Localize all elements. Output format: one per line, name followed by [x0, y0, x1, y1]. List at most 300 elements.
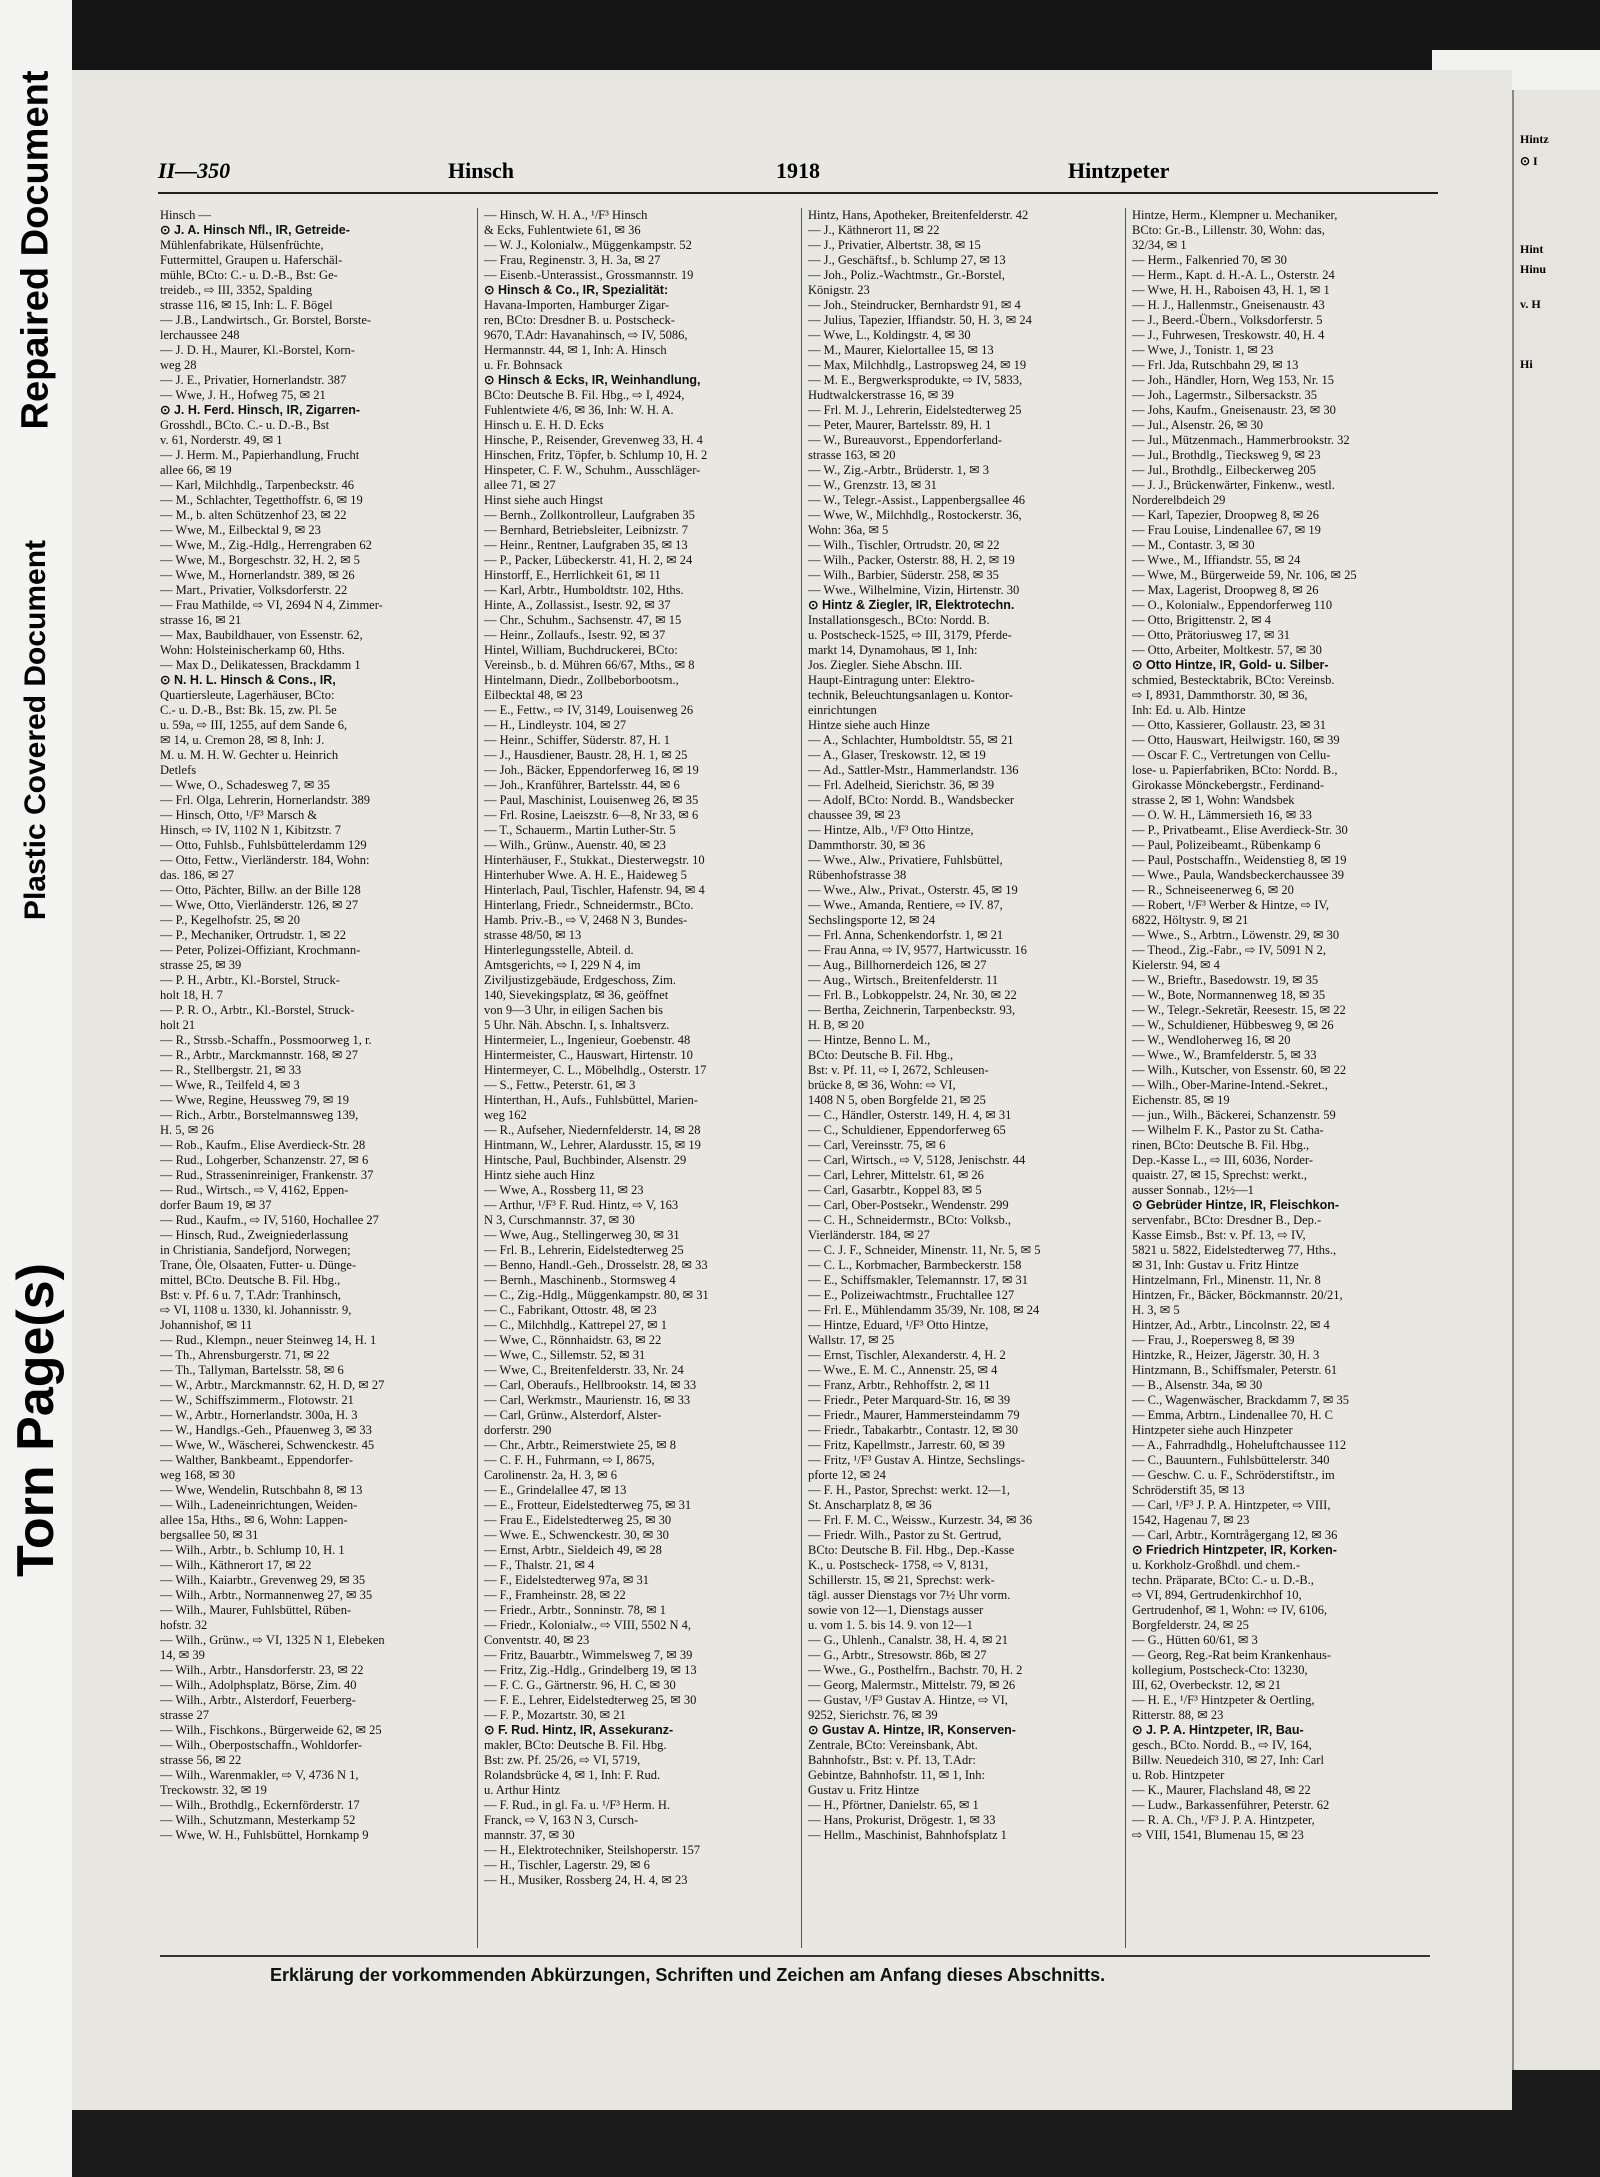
directory-entry: ⇨ VIII, 1541, Blumenau 15, ✉ 23 [1132, 1828, 1304, 1842]
directory-entry: Borgfelderstr. 24, ✉ 25 [1132, 1618, 1249, 1632]
directory-entry: — Chr., Schuhm., Sachsenstr. 47, ✉ 15 [484, 613, 682, 627]
directory-entry: — Frau E., Eidelstedterweg 25, ✉ 30 [484, 1513, 672, 1527]
directory-entry: — Wilh., Brothdlg., Eckernförderstr. 17 [160, 1798, 360, 1812]
directory-entry: von 9—3 Uhr, in eiligen Sachen bis [484, 1003, 663, 1017]
directory-entry: — H., Lindleystr. 104, ✉ 27 [484, 718, 627, 732]
directory-entry: Hintzer, Ad., Arbtr., Lincolnstr. 22, ✉ 4 [1132, 1318, 1330, 1332]
directory-entry: — A., Glaser, Treskowstr. 12, ✉ 19 [808, 748, 986, 762]
directory-entry: — F. E., Lehrer, Eidelstedterweg 25, ✉ 30 [484, 1693, 697, 1707]
directory-entry: — Karl, Arbtr., Humboldtstr. 102, Hths. [484, 583, 684, 597]
directory-entry: brücke 8, ✉ 36, Wohn: ⇨ VI, [808, 1078, 956, 1092]
directory-entry: — Hans, Prokurist, Drögestr. 1, ✉ 33 [808, 1813, 996, 1827]
directory-entry: Bahnhofstr., Bst: v. Pf. 13, T.Adr: [808, 1753, 976, 1767]
directory-entry: — Franz, Arbtr., Rehhoffstr. 2, ✉ 11 [808, 1378, 991, 1392]
directory-entry: — F. H., Pastor, Sprechst: werkt. 12—1, [808, 1483, 1010, 1497]
directory-entry: — Otto, Fettw., Vierländerstr. 184, Wohn: [160, 853, 370, 867]
directory-entry: — Robert, ¹/F³ Werber & Hintze, ⇨ IV, [1132, 898, 1330, 912]
directory-entry: — Otto, Fuhlsb., Fuhlsbüttelerdamm 129 [160, 838, 367, 852]
directory-entry: holt 18, H. 7 [160, 988, 223, 1002]
directory-entry: — Wwe., Wilhelmine, Vizin, Hirtenstr. 30 [808, 583, 1020, 597]
directory-entry: Hintzen, Fr., Bäcker, Böckmannstr. 20/21, [1132, 1288, 1343, 1302]
directory-entry: — Carl, Vereinsstr. 75, ✉ 6 [808, 1138, 946, 1152]
footer-rule [160, 1955, 1430, 1957]
directory-entry: — Carl, Lehrer, Mittelstr. 61, ✉ 26 [808, 1168, 984, 1182]
directory-entry: Hintmann, W., Lehrer, Alardusstr. 15, ✉ 19 [484, 1138, 701, 1152]
directory-entry: — W., Schiffszimmerm., Flotowstr. 21 [160, 1393, 354, 1407]
directory-entry: — C., Schuldiener, Eppendorferweg 65 [808, 1123, 1006, 1137]
directory-entry: — W., Zig.-Arbtr., Brüderstr. 1, ✉ 3 [808, 463, 989, 477]
directory-entry: — Rob., Kaufm., Elise Averdieck-Str. 28 [160, 1138, 366, 1152]
directory-entry: — Fritz, Zig.-Hdlg., Grindelberg 19, ✉ 13 [484, 1663, 697, 1677]
directory-entry: strasse 56, ✉ 22 [160, 1753, 242, 1767]
directory-entry: H. 3, ✉ 5 [1132, 1303, 1180, 1317]
directory-entry: — Wwe. E., Schwenckestr. 30, ✉ 30 [484, 1528, 669, 1542]
directory-entry: — W., Telegr.-Assist., Lappenbergsallee 46 [808, 493, 1026, 507]
directory-entry: — Wilh., Käthnerort 17, ✉ 22 [160, 1558, 312, 1572]
directory-entry: 1542, Hagenau 7, ✉ 23 [1132, 1513, 1250, 1527]
directory-entry: treideb., ⇨ III, 3352, Spalding [160, 283, 313, 297]
directory-entry: Hinterlang, Friedr., Schneidermstr., BCto. [484, 898, 694, 912]
directory-entry: — Carl, ¹/F³ J. P. A. Hintzpeter, ⇨ VIII, [1132, 1498, 1331, 1512]
directory-entry: — F., Thalstr. 21, ✉ 4 [484, 1558, 595, 1572]
directory-entry: & Ecks, Fuhlentwiete 61, ✉ 36 [484, 223, 641, 237]
directory-entry: — Wwe, M., Eilbecktal 9, ✉ 23 [160, 523, 321, 537]
directory-entry: dorfer Baum 19, ✉ 37 [160, 1198, 272, 1212]
directory-entry: Jos. Ziegler. Siehe Abschn. III. [808, 658, 963, 672]
directory-entry: — Georg, Reg.-Rat beim Krankenhaus- [1132, 1648, 1332, 1662]
directory-entry: — Max, Milchhdlg., Lastropsweg 24, ✉ 19 [808, 358, 1027, 372]
directory-entry: — jun., Wilh., Bäckerei, Schanzenstr. 59 [1132, 1108, 1336, 1122]
directory-entry: Hinsche, P., Reisender, Grevenweg 33, H. 4 [484, 433, 703, 447]
directory-entry: — M. E., Bergwerksprodukte, ⇨ IV, 5833, [808, 373, 1023, 387]
directory-entry: — H., Pförtner, Danielstr. 65, ✉ 1 [808, 1798, 979, 1812]
directory-entry: — O. W. H., Lämmersieth 16, ✉ 33 [1132, 808, 1312, 822]
directory-entry: Rolandsbrücke 4, ✉ 1, Inh: F. Rud. [484, 1768, 661, 1782]
directory-entry: — C. H., Schneidermstr., BCto: Volksb., [808, 1213, 1012, 1227]
directory-entry: M. u. M. H. W. Gechter u. Heinrich [160, 748, 339, 762]
directory-entry: — Rich., Arbtr., Borstelmannsweg 139, [160, 1108, 359, 1122]
directory-entry: — W., Telegr.-Sekretär, Reesestr. 15, ✉ 22 [1132, 1003, 1346, 1017]
directory-entry: — H., Musiker, Rossberg 24, H. 4, ✉ 23 [484, 1873, 688, 1887]
directory-entry: Girokasse Mönckebergstr., Ferdinand- [1132, 778, 1325, 792]
directory-entry: — R., Stellbergstr. 21, ✉ 33 [160, 1063, 302, 1077]
directory-entry: — Wwe, M., Hornerlandstr. 389, ✉ 26 [160, 568, 355, 582]
directory-entry: — Wilh., Ober-Marine-Intend.-Sekret., [1132, 1078, 1328, 1092]
directory-entry: — P., Kegelhofstr. 25, ✉ 20 [160, 913, 300, 927]
directory-entry: Hinsch u. E. H. D. Ecks [484, 418, 604, 432]
directory-entry: Bst: v. Pf. 11, ⇨ I, 2672, Schleusen- [808, 1063, 989, 1077]
directory-entry: Futtermittel, Graupen u. Haferschäl- [160, 253, 343, 267]
directory-entry: — H., Elektrotechniker, Steilshoperstr. 157 [484, 1843, 701, 1857]
directory-entry: — Walther, Bankbeamt., Eppendorfer- [160, 1453, 354, 1467]
directory-entry: — Joh., Steindrucker, Bernhardstr 91, ✉ 4 [808, 298, 1021, 312]
directory-entry: — Carl, Werkmstr., Maurienstr. 16, ✉ 33 [484, 1393, 691, 1407]
directory-entry: in Christiania, Sandefjord, Norwegen; [160, 1243, 351, 1257]
directory-entry: — Wilh., Kutscher, von Essenstr. 60, ✉ 22 [1132, 1063, 1347, 1077]
directory-entry: — Wwe, A., Rossberg 11, ✉ 23 [484, 1183, 644, 1197]
directory-entry: — Friedr., Kolonialw., ⇨ VIII, 5502 N 4, [484, 1618, 691, 1632]
directory-entry: H. 5, ✉ 26 [160, 1123, 214, 1137]
directory-entry: — M., Schlachter, Tegetthoffstr. 6, ✉ 19 [160, 493, 363, 507]
directory-entry: Hintzmann, B., Schiffsmaler, Peterstr. 61 [1132, 1363, 1338, 1377]
directory-entry: Mühlenfabrikate, Hülsenfrüchte, [160, 238, 324, 252]
directory-entry: — J. J., Brückenwärter, Finkenw., westl. [1132, 478, 1335, 492]
directory-entry: u. 59a, ⇨ III, 1255, auf dem Sande 6, [160, 718, 348, 732]
page-header [158, 158, 1170, 188]
directory-entry: — A., Schlachter, Humboldtstr. 55, ✉ 21 [808, 733, 1014, 747]
directory-entry: Hintermeier, L., Ingenieur, Goebenstr. 48 [484, 1033, 691, 1047]
directory-entry: — Frl. M. J., Lehrerin, Eidelstedterweg 25 [808, 403, 1022, 417]
directory-entry: Hamb. Priv.-B., ⇨ V, 2468 N 3, Bundes- [484, 913, 688, 927]
directory-entry: markt 14, Dynamohaus, ✉ 1, Inh: [808, 643, 978, 657]
facing-page-fragment: Hinu [1520, 262, 1547, 276]
directory-entry: — Hinsch, Rud., Zweigniederlassung [160, 1228, 349, 1242]
directory-entry: Kasse Eimsb., Bst: v. Pf. 13, ⇨ IV, [1132, 1228, 1306, 1242]
directory-entry: — Ernst, Arbtr., Sieldeich 49, ✉ 28 [484, 1543, 662, 1557]
directory-entry: — Heinr., Rentner, Laufgraben 35, ✉ 13 [484, 538, 688, 552]
directory-entry: allee 66, ✉ 19 [160, 463, 232, 477]
directory-entry: — Heinr., Zollaufs., Isestr. 92, ✉ 37 [484, 628, 666, 642]
directory-entry: — J. E., Privatier, Hornerlandstr. 387 [160, 373, 347, 387]
directory-entry: ⇨ VI, 894, Gertrudenkirchhof 10, [1132, 1588, 1302, 1602]
directory-entry: III, 62, Overbeckstr. 12, ✉ 21 [1132, 1678, 1281, 1692]
directory-entry: u. Postscheck-1525, ⇨ III, 3179, Pferde- [808, 628, 1012, 642]
directory-entry: hofstr. 32 [160, 1618, 208, 1632]
directory-entry: — Joh., Lagermstr., Silbersackstr. 35 [1132, 388, 1318, 402]
directory-entry: strasse 116, ✉ 15, Inh: L. F. Bögel [160, 298, 333, 312]
directory-entry: — Wwe, O., Schadesweg 7, ✉ 35 [160, 778, 330, 792]
header-rule [158, 192, 1438, 194]
directory-entry: 5 Uhr. Näh. Abschn. I, s. Inhaltsverz. [484, 1018, 670, 1032]
directory-entry: einrichtungen [808, 703, 877, 717]
directory-entry: — Frl. F. M. C., Weissw., Kurzestr. 34, ✉ 36 [808, 1513, 1033, 1527]
facing-page-fragment: v. H [1520, 297, 1541, 311]
directory-entry: 5821 u. 5822, Eidelstedterweg 77, Hths., [1132, 1243, 1337, 1257]
directory-entry: C.- u. D.-B., Bst: Bk. 15, zw. Pl. 5e [160, 703, 337, 717]
facing-page-fragment: Hi [1520, 357, 1533, 371]
column-4 [1132, 208, 1442, 1843]
directory-entry: mittel, BCto. Deutsche B. Fil. Hbg., [160, 1273, 341, 1287]
directory-entry: — Wilh., Packer, Osterstr. 88, H. 2, ✉ 19 [808, 553, 1015, 567]
directory-entry: — P., Mechaniker, Ortrudstr. 1, ✉ 22 [160, 928, 346, 942]
directory-entry: Installationsgesch., BCto: Nordd. B. [808, 613, 990, 627]
directory-entry: — Jul., Mützenmach., Hammerbrookstr. 32 [1132, 433, 1350, 447]
directory-entry: Quartiersleute, Lagerhäuser, BCto: [160, 688, 335, 702]
directory-entry: — Ludw., Barkassenführer, Peterstr. 62 [1132, 1798, 1330, 1812]
directory-entry: allee 15a, Hths., ✉ 6, Wohn: Lappen- [160, 1513, 348, 1527]
directory-entry: — Wilh., Fischkons., Bürgerweide 62, ✉ 25 [160, 1723, 382, 1737]
directory-entry: — J., Käthnerort 11, ✉ 22 [808, 223, 940, 237]
directory-entry: Detlefs [160, 763, 197, 777]
directory-entry: ausser Sonnab., 12½—1 [1132, 1183, 1254, 1197]
directory-entry: — Rud., Wirtsch., ⇨ V, 4162, Eppen- [160, 1183, 349, 1197]
directory-entry: mühle, BCto: C.- u. D.-B., Bst: Ge- [160, 268, 338, 282]
directory-entry: N 3, Curschmannstr. 37, ✉ 30 [484, 1213, 635, 1227]
directory-entry: — Hellm., Maschinist, Bahnhofsplatz 1 [808, 1828, 1007, 1842]
directory-entry: Norderelbdeich 29 [1132, 493, 1226, 507]
directory-entry: — Heinr., Schiffer, Süderstr. 87, H. 1 [484, 733, 671, 747]
directory-entry: — Karl, Milchhdlg., Tarpenbeckstr. 46 [160, 478, 354, 492]
directory-entry: — W., Bote, Normannenweg 18, ✉ 35 [1132, 988, 1326, 1002]
directory-entry: — Wwe, C., Rönnhaidstr. 63, ✉ 22 [484, 1333, 662, 1347]
directory-entry: — W. J., Kolonialw., Müggenkampstr. 52 [484, 238, 692, 252]
directory-entry: ⊙ Gustav A. Hintze, IR, Konserven- [808, 1723, 1016, 1737]
directory-entry: — Carl, Oberaufs., Hellbrookstr. 14, ✉ 33 [484, 1378, 697, 1392]
directory-entry: Hintzpeter siehe auch Hinzpeter [1132, 1423, 1293, 1437]
directory-entry: Hintermeyer, C. L., Möbelhdlg., Osterstr. 17 [484, 1063, 707, 1077]
directory-entry: Eilbecktal 48, ✉ 23 [484, 688, 583, 702]
facing-page-fragment: ⊙ I [1520, 154, 1538, 168]
directory-entry: — Fritz, Bauarbtr., Wimmelsweg 7, ✉ 39 [484, 1648, 693, 1662]
header-last-name: Hintzpeter [1068, 158, 1170, 183]
directory-entry: — Herm., Kapt. d. H.-A. L., Osterstr. 24 [1132, 268, 1335, 282]
directory-entry: — Mart., Privatier, Volksdorferstr. 22 [160, 583, 348, 597]
directory-entry: — W., Grenzstr. 13, ✉ 31 [808, 478, 937, 492]
directory-entry: — Frl. Jda, Rutschbahn 29, ✉ 13 [1132, 358, 1299, 372]
directory-entry: ⇨ VI, 1108 u. 1330, kl. Johannisstr. 9, [160, 1303, 352, 1317]
directory-entry: — Eisenb.-Unterassist., Grossmannstr. 19 [484, 268, 694, 282]
directory-entry: — Rud., Klempn., neuer Steinweg 14, H. 1 [160, 1333, 377, 1347]
directory-columns [160, 208, 1442, 1948]
directory-entry: Hinterlach, Paul, Tischler, Hafenstr. 94, ✉ 4 [484, 883, 705, 897]
directory-entry: — R., Schneiseenerweg 6, ✉ 20 [1132, 883, 1294, 897]
directory-entry: Eichenstr. 85, ✉ 19 [1132, 1093, 1230, 1107]
directory-entry: — J.B., Landwirtsch., Gr. Borstel, Borste- [160, 313, 372, 327]
directory-entry: — Carl, Ober-Postsekr., Wendenstr. 299 [808, 1198, 1009, 1212]
column-2 [484, 208, 794, 1888]
directory-entry: — C. F. H., Fuhrmann, ⇨ I, 8675, [484, 1453, 655, 1467]
directory-entry: u. vom 1. 5. bis 14. 9. von 12—1 [808, 1618, 973, 1632]
directory-entry: v. 61, Norderstr. 49, ✉ 1 [160, 433, 283, 447]
directory-entry: — Carl, Gasarbtr., Koppel 83, ✉ 5 [808, 1183, 982, 1197]
directory-entry: technik, Beleuchtungsanlagen u. Kontor- [808, 688, 1013, 702]
directory-entry: — Wwe, H. H., Raboisen 43, H. 1, ✉ 1 [1132, 283, 1330, 297]
directory-entry: — Paul, Maschinist, Louisenweg 26, ✉ 35 [484, 793, 699, 807]
directory-entry: — Wwe., E. M. C., Annenstr. 25, ✉ 4 [808, 1363, 998, 1377]
directory-entry: pforte 12, ✉ 24 [808, 1468, 886, 1482]
directory-entry: Hinterhuber Wwe. A. H. E., Haideweg 5 [484, 868, 687, 882]
directory-entry: — C., Zig.-Hdlg., Müggenkampstr. 80, ✉ 31 [484, 1288, 709, 1302]
directory-entry: — Wwe., Alw., Privatiere, Fuhlsbüttel, [808, 853, 1003, 867]
directory-entry: Dep.-Kasse L., ⇨ III, 6036, Norder- [1132, 1153, 1313, 1167]
directory-entry: ⊙ Hinsch & Co., IR, Spezialität: [484, 283, 669, 297]
directory-entry: BCto: Deutsche B. Fil. Hbg., Dep.-Kasse [808, 1543, 1015, 1557]
directory-entry: 9252, Sierichstr. 76, ✉ 39 [808, 1708, 938, 1722]
directory-entry: — Max, Lagerist, Droopweg 8, ✉ 26 [1132, 583, 1319, 597]
directory-entry: — Joh., Poliz.-Wachtmstr., Gr.-Borstel, [808, 268, 1005, 282]
directory-entry: 9670, T.Adr: Havanahinsch, ⇨ IV, 5086, [484, 328, 688, 342]
directory-entry: — Friedr., Peter Marquard-Str. 16, ✉ 39 [808, 1393, 1011, 1407]
directory-entry: H. B, ✉ 20 [808, 1018, 864, 1032]
directory-entry: Billw. Neuedeich 310, ✉ 27, Inh: Carl [1132, 1753, 1324, 1767]
directory-entry: — Wwe, M., Bürgerweide 59, Nr. 106, ✉ 25 [1132, 568, 1357, 582]
directory-entry: Conventstr. 40, ✉ 23 [484, 1633, 590, 1647]
directory-entry: Gustav u. Fritz Hintze [808, 1783, 920, 1797]
directory-entry: — Gustav, ¹/F³ Gustav A. Hintze, ⇨ VI, [808, 1693, 1008, 1707]
directory-entry: — C., Wagenwäscher, Brackdamm 7, ✉ 35 [1132, 1393, 1350, 1407]
directory-entry: Hintel, William, Buchdruckerei, BCto: [484, 643, 678, 657]
directory-entry: — Wwe, Regine, Heussweg 79, ✉ 19 [160, 1093, 350, 1107]
directory-entry: — Wwe, J., Tonistr. 1, ✉ 23 [1132, 343, 1274, 357]
directory-entry: — Hintze, Benno L. M., [808, 1033, 931, 1047]
directory-entry: — Friedr. Wilh., Pastor zu St. Gertrud, [808, 1528, 1002, 1542]
directory-entry: — Wilh., Arbtr., b. Schlump 10, H. 1 [160, 1543, 345, 1557]
directory-entry: — P. R. O., Arbtr., Kl.-Borstel, Struck- [160, 1003, 355, 1017]
directory-entry: — Frau Anna, ⇨ IV, 9577, Hartwicusstr. 16 [808, 943, 1027, 957]
directory-entry: — Otto, Brigittenstr. 2, ✉ 4 [1132, 613, 1271, 627]
directory-entry: kollegium, Postscheck-Cto: 13230, [1132, 1663, 1308, 1677]
directory-entry: — J. Herm. M., Papierhandlung, Frucht [160, 448, 360, 462]
directory-entry: — Adolf, BCto: Nordd. B., Wandsbecker [808, 793, 1015, 807]
directory-entry: weg 28 [160, 358, 197, 372]
directory-entry: — G., Hütten 60/61, ✉ 3 [1132, 1633, 1258, 1647]
directory-entry: — O., Kolonialw., Eppendorferweg 110 [1132, 598, 1333, 612]
directory-entry: Hintze, Herm., Klempner u. Mechaniker, [1132, 208, 1338, 222]
directory-entry: Rübenhofstrasse 38 [808, 868, 907, 882]
directory-entry: — Wwe, W., Wäscherei, Schwenckestr. 45 [160, 1438, 375, 1452]
directory-entry: ⊙ F. Rud. Hintz, IR, Assekuranz- [484, 1723, 674, 1737]
directory-entry: — Frl. B., Lehrerin, Eidelstedterweg 25 [484, 1243, 684, 1257]
directory-entry: ren, BCto: Dresdner B. u. Postscheck- [484, 313, 675, 327]
directory-entry: — Wwe., M., Iffiandstr. 55, ✉ 24 [1132, 553, 1301, 567]
directory-entry: Bst: v. Pf. 6 u. 7, T.Adr: Tranhinsch, [160, 1288, 342, 1302]
directory-entry: — Bernhard, Betriebsleiter, Leibnizstr. 7 [484, 523, 688, 537]
directory-entry: — Otto, Arbeiter, Moltkestr. 57, ✉ 30 [1132, 643, 1322, 657]
directory-entry: — Wilh., Maurer, Fuhlsbüttel, Rüben- [160, 1603, 352, 1617]
directory-entry: — Hintze, Eduard, ¹/F³ Otto Hintze, [808, 1318, 989, 1332]
directory-entry: holt 21 [160, 1018, 196, 1032]
directory-entry: — C., Händler, Osterstr. 149, H. 4, ✉ 31 [808, 1108, 1012, 1122]
label-torn-pages: Torn Page(s) [7, 1263, 65, 1577]
directory-entry: — Wilh., Schutzmann, Mesterkamp 52 [160, 1813, 356, 1827]
directory-entry: — C. L., Korbmacher, Barmbeckerstr. 158 [808, 1258, 1022, 1272]
directory-entry: Wohn: 36a, ✉ 5 [808, 523, 889, 537]
directory-entry: Hintermeister, C., Hauswart, Hirtenstr. 10 [484, 1048, 693, 1062]
directory-entry: weg 162 [484, 1108, 527, 1122]
directory-entry: chaussee 39, ✉ 23 [808, 808, 901, 822]
directory-entry: — P., Privatbeamt., Elise Averdieck-Str. 30 [1132, 823, 1348, 837]
directory-entry: — Ernst, Tischler, Alexanderstr. 4, H. 2 [808, 1348, 1006, 1362]
directory-entry: — H. E., ¹/F³ Hintzpeter & Oertling, [1132, 1693, 1315, 1707]
directory-entry: — Wilh., Arbtr., Normannenweg 27, ✉ 35 [160, 1588, 373, 1602]
directory-entry: — M., Contastr. 3, ✉ 30 [1132, 538, 1255, 552]
directory-entry: Sechslingsporte 12, ✉ 24 [808, 913, 936, 927]
directory-entry: Franck, ⇨ V, 163 N 3, Cursch- [484, 1813, 639, 1827]
directory-entry: — Frau, Reginenstr. 3, H. 3a, ✉ 27 [484, 253, 661, 267]
directory-entry: — R. A. Ch., ¹/F³ J. P. A. Hintzpeter, [1132, 1813, 1315, 1827]
directory-entry: Kielerstr. 94, ✉ 4 [1132, 958, 1220, 972]
directory-entry: Hinterthan, H., Aufs., Fuhlsbüttel, Marien- [484, 1093, 698, 1107]
directory-entry: — Herm., Falkenried 70, ✉ 30 [1132, 253, 1287, 267]
directory-entry: — Oscar F. C., Vertretungen von Cellu- [1132, 748, 1331, 762]
directory-entry: — Otto, Prätoriusweg 17, ✉ 31 [1132, 628, 1291, 642]
directory-entry: Johannishof, ✉ 11 [160, 1318, 253, 1332]
directory-entry: strasse 48/50, ✉ 13 [484, 928, 582, 942]
directory-entry: — Wwe, C., Sillemstr. 52, ✉ 31 [484, 1348, 646, 1362]
directory-entry: Schillerstr. 15, ✉ 21, Sprechst: werk- [808, 1573, 995, 1587]
directory-entry: — Frl. Anna, Schenkendorfstr. 1, ✉ 21 [808, 928, 1004, 942]
directory-entry: 14, ✉ 39 [160, 1648, 205, 1662]
directory-entry: — Arthur, ¹/F³ F. Rud. Hintz, ⇨ V, 163 [484, 1198, 679, 1212]
directory-entry: — Benno, Handl.-Geh., Drosselstr. 28, ✉ 33 [484, 1258, 708, 1272]
directory-entry: Gertrudenhof, ✉ 1, Wohn: ⇨ IV, 6106, [1132, 1603, 1328, 1617]
directory-entry: — Wilh., Kaiarbtr., Grevenweg 29, ✉ 35 [160, 1573, 366, 1587]
directory-entry: — R., Strssb.-Schaffn., Possmoorweg 1, r. [160, 1033, 372, 1047]
directory-entry: — Wwe, W. H., Fuhlsbüttel, Hornkamp 9 [160, 1828, 369, 1842]
directory-entry: Fuhlentwiete 4/6, ✉ 36, Inh: W. H. A. [484, 403, 674, 417]
directory-entry: strasse 16, ✉ 21 [160, 613, 242, 627]
directory-entry: BCto: Gr.-B., Lillenstr. 30, Wohn: das, [1132, 223, 1325, 237]
directory-entry: — Wwe, W., Milchhdlg., Rostockerstr. 36, [808, 508, 1022, 522]
directory-entry: — Hinsch, Otto, ¹/F³ Marsch & [160, 808, 318, 822]
directory-entry: — M., b. alten Schützenhof 23, ✉ 22 [160, 508, 347, 522]
directory-entry: — Bertha, Zeichnerin, Tarpenbeckstr. 93, [808, 1003, 1016, 1017]
directory-entry: ✉ 31, Inh: Gustav u. Fritz Hintze [1132, 1258, 1299, 1272]
directory-entry: — Rud., Strasseninreiniger, Frankenstr. 37 [160, 1168, 374, 1182]
directory-entry: — Wwe., Amanda, Rentiere, ⇨ IV. 87, [808, 898, 1003, 912]
directory-entry: Haupt-Eintragung unter: Elektro- [808, 673, 975, 687]
directory-entry: — Bernh., Maschinenb., Stormsweg 4 [484, 1273, 676, 1287]
directory-entry: — Wwe., G., Posthelfrn., Bachstr. 70, H. 2 [808, 1663, 1023, 1677]
directory-entry: Hinschen, Fritz, Töpfer, b. Schlump 10, H. 2 [484, 448, 708, 462]
directory-entry: — W., Handlgs.-Geh., Pfauenweg 3, ✉ 33 [160, 1423, 372, 1437]
directory-entry: — F. C. G., Gärtnerstr. 96, H. C, ✉ 30 [484, 1678, 676, 1692]
directory-entry: — Rud., Kaufm., ⇨ IV, 5160, Hochallee 27 [160, 1213, 379, 1227]
directory-entry: Schröderstift 35, ✉ 13 [1132, 1483, 1245, 1497]
facing-page-fragment: Hintz [1520, 132, 1549, 146]
label-repaired: Repaired Document [14, 70, 57, 430]
directory-entry: — Carl, Wirtsch., ⇨ V, 5128, Jenischstr. 44 [808, 1153, 1026, 1167]
directory-entry: — Wwe, C., Breitenfelderstr. 33, Nr. 24 [484, 1363, 684, 1377]
directory-entry: Gebintze, Bahnhofstr. 11, ✉ 1, Inh: [808, 1768, 985, 1782]
directory-entry: Hintzelmann, Frl., Minenstr. 11, Nr. 8 [1132, 1273, 1321, 1287]
directory-entry: u. Rob. Hintzpeter [1132, 1768, 1225, 1782]
directory-entry: Zentrale, BCto: Vereinsbank, Abt. [808, 1738, 978, 1752]
directory-entry: Wallstr. 17, ✉ 25 [808, 1333, 895, 1347]
directory-entry: — Emma, Arbtrn., Lindenallee 70, H. C [1132, 1408, 1334, 1422]
directory-entry: Inh: Ed. u. Alb. Hintze [1132, 703, 1246, 717]
directory-entry: servenfabr., BCto: Dresdner B., Dep.- [1132, 1213, 1322, 1227]
directory-entry: — Fritz, Kapellmstr., Jarrestr. 60, ✉ 39 [808, 1438, 1005, 1452]
directory-entry: ⊙ Gebrüder Hintze, IR, Fleischkon- [1132, 1198, 1340, 1212]
directory-entry: — Wilh., Barbier, Süderstr. 258, ✉ 35 [808, 568, 999, 582]
directory-entry: — Wilh., Arbtr., Hansdorferstr. 23, ✉ 22 [160, 1663, 364, 1677]
directory-entry: — Wwe, L., Koldingstr. 4, ✉ 30 [808, 328, 971, 342]
directory-entry: strasse 27 [160, 1708, 209, 1722]
directory-entry: — Frl. Adelheid, Sierichstr. 36, ✉ 39 [808, 778, 995, 792]
directory-entry: — Wwe, Wendelin, Rutschbahn 8, ✉ 13 [160, 1483, 363, 1497]
facing-page-edge [1512, 90, 1600, 2070]
directory-entry: — W., Bureauvorst., Eppendorferland- [808, 433, 1003, 447]
directory-entry: ⇨ I, 8931, Dammthorstr. 30, ✉ 36, [1132, 688, 1308, 702]
directory-entry: — Paul, Postschaffn., Weidenstieg 8, ✉ 19 [1132, 853, 1347, 867]
footer-note: Erklärung der vorkommenden Abkürzungen, Schriften und Zeichen am Anfang dieses Abschnitts. [270, 1965, 1106, 1985]
directory-entry: — Frau, J., Roepersweg 8, ✉ 39 [1132, 1333, 1295, 1347]
directory-entry: — E., Grindelallee 47, ✉ 13 [484, 1483, 627, 1497]
directory-entry: dorferstr. 290 [484, 1423, 552, 1437]
directory-entry: K., u. Postscheck- 1758, ⇨ V, 8131, [808, 1558, 989, 1572]
directory-entry: — Wilh., Arbtr., Alsterdorf, Feuerberg- [160, 1693, 356, 1707]
header-year: 1918 [776, 158, 820, 183]
directory-entry: — Frau Louise, Lindenallee 67, ✉ 19 [1132, 523, 1321, 537]
directory-entry: techn. Präparate, BCto: C.- u. D.-B., [1132, 1573, 1314, 1587]
directory-entry: Hinstorff, E., Herrlichkeit 61, ✉ 11 [484, 568, 661, 582]
directory-entry: strasse 25, ✉ 39 [160, 958, 242, 972]
directory-entry: — Jul., Brothdlg., Eilbeckerweg 205 [1132, 463, 1316, 477]
directory-entry: lose- u. Papierfabriken, BCto: Nordd. B., [1132, 763, 1338, 777]
directory-entry: 1408 N 5, oben Borgfelde 21, ✉ 25 [808, 1093, 986, 1107]
directory-entry: — Wwe, Aug., Stellingerweg 30, ✉ 31 [484, 1228, 680, 1242]
